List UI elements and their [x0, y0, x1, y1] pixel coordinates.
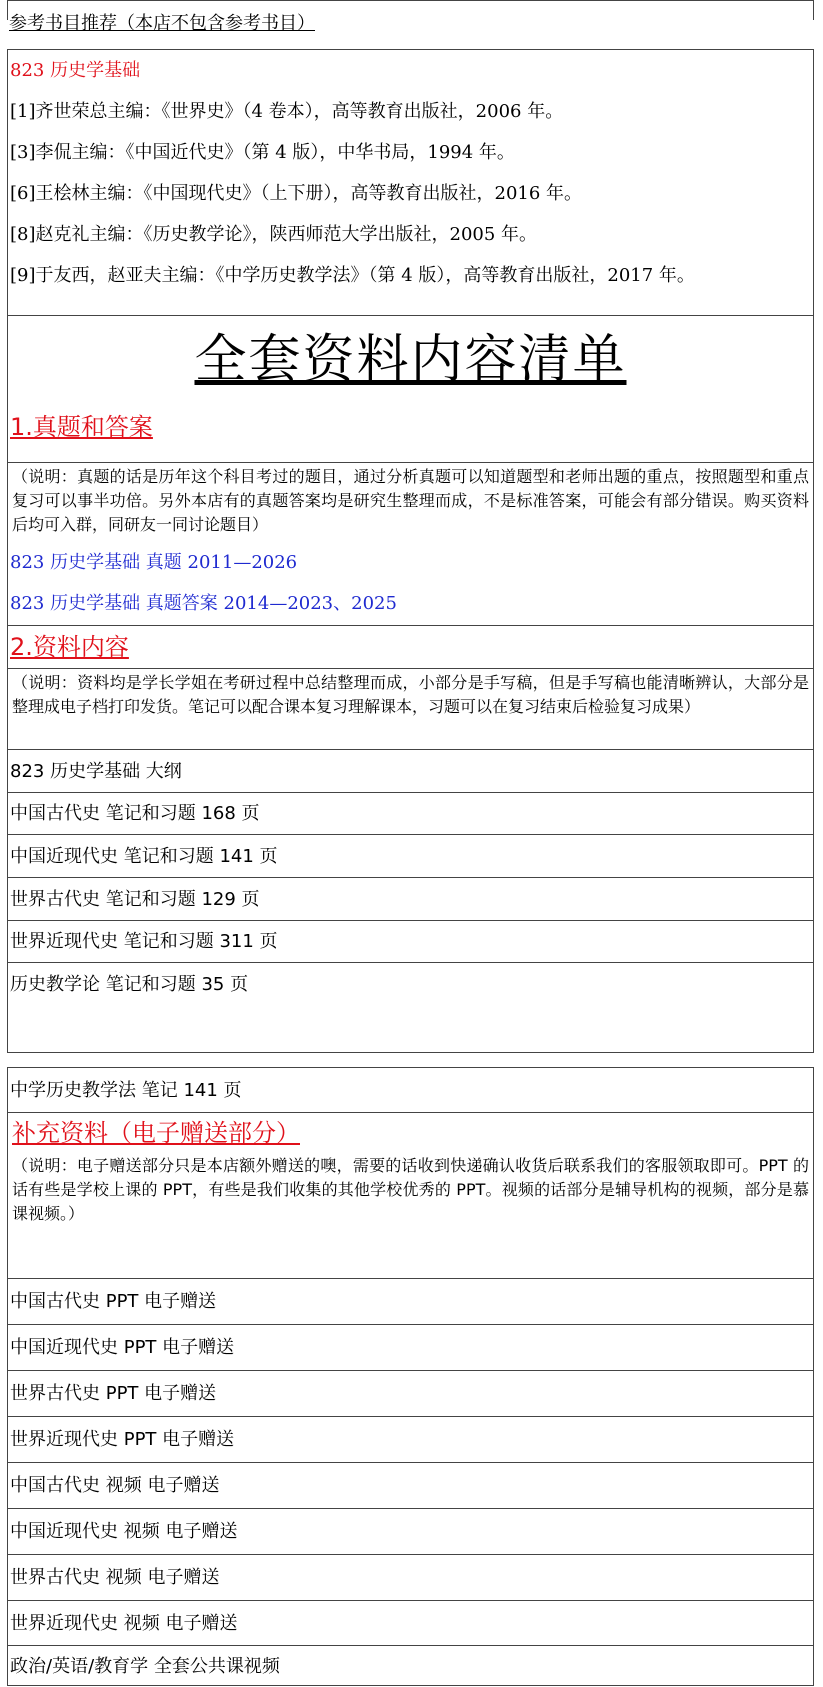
table-row	[8, 878, 813, 921]
table-row	[8, 1068, 813, 1113]
table-row	[8, 1509, 813, 1555]
list-item: 政治/英语/教育学 全套公共课视频	[10, 1656, 280, 1677]
list-item: 世界古代史 视频 电子赠送	[10, 1567, 220, 1588]
title-row	[8, 316, 813, 462]
table-row	[8, 921, 813, 963]
reference-book: [3]李侃主编：《中国近代史》（第 4 版），中华书局，1994 年。	[10, 142, 515, 163]
list-item: 823 历史学基础 真题答案 2014—2023、2025	[10, 593, 397, 614]
list-item: 历史教学论 笔记和习题 35 页	[10, 974, 249, 995]
document-block-1	[7, 49, 814, 1053]
section3-note: （说明：电子赠送部分只是本店额外赠送的噢，需要的话收到快递确认收货后联系我们的客服领取即可。PPT 的话有些是学校上课的 PPT，有些是我们收集的其他学校优秀的 PPT。视频的话部分是辅导机构的视频，部分是慕课视频。）	[12, 1156, 809, 1223]
section2-heading: 2.资料内容	[10, 633, 129, 661]
section3-heading-row	[8, 1113, 813, 1279]
list-item: 中国古代史 视频 电子赠送	[10, 1475, 220, 1496]
section2-heading-row	[8, 626, 813, 669]
reference-book: [1]齐世荣总主编：《世界史》（4 卷本），高等教育出版社，2006 年。	[10, 101, 564, 122]
table-row	[8, 1371, 813, 1417]
table-row	[8, 1646, 813, 1687]
page-title: 全套资料内容清单	[194, 330, 627, 390]
table-row	[8, 1463, 813, 1509]
table-row	[8, 1601, 813, 1646]
list-item: 中学历史教学法 笔记 141 页	[10, 1080, 242, 1101]
list-item: 中国古代史 笔记和习题 168 页	[10, 803, 260, 824]
reference-book: [8]赵克礼主编：《历史教学论》，陕西师范大学出版社，2005 年。	[10, 224, 538, 245]
section2-note: （说明：资料均是学长学姐在考研过程中总结整理而成，小部分是手写稿，但是手写稿也能清晰辨认，大部分是整理成电子档打印发货。笔记可以配合课本复习理解课本，习题可以在复习结束后检验复习成果）	[12, 673, 809, 716]
table-row	[8, 835, 813, 878]
reference-book: [6]王桧林主编：《中国现代史》（上下册），高等教育出版社，2016 年。	[10, 183, 583, 204]
table-row	[8, 1555, 813, 1601]
document-block-2	[7, 1067, 814, 1686]
list-item: 中国古代史 PPT 电子赠送	[10, 1291, 217, 1312]
section1-content	[8, 462, 813, 626]
section3-heading: 补充资料（电子赠送部分）	[12, 1119, 300, 1147]
table-row	[8, 1325, 813, 1371]
table-row	[8, 1279, 813, 1325]
list-item: 世界近现代史 PPT 电子赠送	[10, 1429, 235, 1450]
reference-book: [9]于友西，赵亚夫主编：《中学历史教学法》（第 4 版），高等教育出版社，2017 年。	[10, 265, 695, 286]
table-row	[8, 1417, 813, 1463]
list-item: 世界近现代史 视频 电子赠送	[10, 1613, 238, 1634]
section1-heading: 1.真题和答案	[10, 413, 153, 441]
list-item: 世界近现代史 笔记和习题 311 页	[10, 931, 278, 952]
list-item: 世界古代史 PPT 电子赠送	[10, 1383, 217, 1404]
references-section	[8, 50, 813, 316]
list-item: 中国近现代史 PPT 电子赠送	[10, 1337, 235, 1358]
reference-heading: 参考书目推荐（本店不包含参考书目）	[9, 13, 315, 34]
table-row	[8, 750, 813, 793]
section2-note-row	[8, 669, 813, 750]
list-item: 中国近现代史 笔记和习题 141 页	[10, 846, 278, 867]
reference-subject: 823 历史学基础	[10, 60, 141, 81]
list-item: 823 历史学基础 大纲	[10, 761, 182, 782]
list-item: 世界古代史 笔记和习题 129 页	[10, 889, 260, 910]
list-item: 823 历史学基础 真题 2011—2026	[10, 552, 298, 573]
table-row	[8, 793, 813, 835]
list-item: 中国近现代史 视频 电子赠送	[10, 1521, 238, 1542]
table-row	[8, 963, 813, 1006]
section1-note: （说明：真题的话是历年这个科目考过的题目，通过分析真题可以知道题型和老师出题的重点，按照题型和重点复习可以事半功倍。另外本店有的真题答案均是研究生整理而成，不是标准答案，可能会有部分错误。购买资料后均可入群，同研友一同讨论题目）	[12, 467, 809, 534]
